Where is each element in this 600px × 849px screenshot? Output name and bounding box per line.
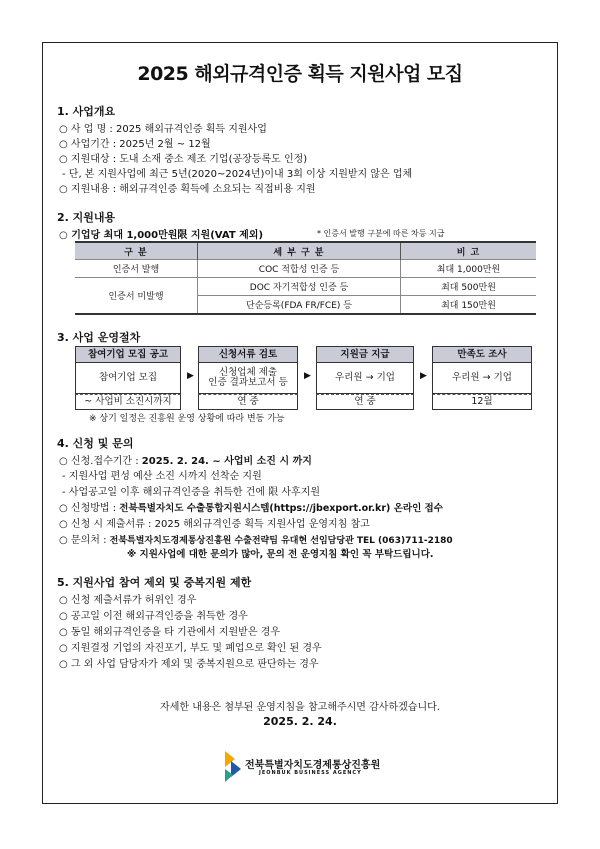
table-row [75,260,536,278]
s4-label: ○ 문의처 : [59,535,110,546]
s1-line: ○ 지원내용 : 해외규격인증 획득에 소요되는 직접비용 지원 [59,184,316,195]
step-body [432,363,532,394]
arrow-right-icon: ▶ [304,371,311,381]
s4-notice: ※ 지원사업에 대한 문의가 많아, 문의 전 운영지침 확인 꼭 부탁드립니다. [127,549,434,560]
s5-line: ○ 공고일 이전 해외규격인증을 취득한 경우 [59,611,248,622]
step-body-text: 신청업체 제출 [218,367,278,378]
s4-line: - 지원사업 편성 예산 소진 시까지 선착순 지원 [62,471,262,482]
table-cell: 최대 150만원 [401,296,537,315]
s4-line [59,452,312,467]
page-title: 2025 해외규격인증 획득 지원사업 모집 [137,63,463,85]
s5-line: ○ 동일 해외규격인증을 타 기관에서 지원받은 경우 [59,627,280,638]
step-period: 연 중 [316,394,414,410]
s4-value: 2025. 2. 24. ~ 사업비 소진 시 까지 [141,456,312,467]
table-row [75,278,536,296]
s1-line: ○ 사 업 명 : 2025 해외규격인증 획득 지원사업 [59,124,267,135]
step-title: 만족도 조사 [432,346,532,363]
s5-line: ○ 신청 제출서류가 허위인 경우 [59,595,197,606]
process-step [198,346,298,410]
table-cell: 인증서 발행 [75,260,198,278]
closing-text: 자세한 내용은 첨부된 운영지침을 참고해주시면 감사하겠습니다. [160,702,440,713]
section-3-heading: 3. 사업 운영절차 [57,331,141,344]
agency-subtitle: JEONBUK BUSINESS AGENCY [259,770,362,776]
s2-note: * 인증서 발행 구분에 따른 차등 지급 [317,229,445,238]
support-table [75,241,536,315]
arrow-right-icon: ▶ [187,371,194,381]
process-step [75,346,181,410]
s4-label: ○ 신청방법 : [59,503,120,514]
table-cell: 최대 1,000만원 [401,260,537,278]
notice-frame [42,42,558,804]
table-header: 비 고 [401,242,537,260]
s1-line: ○ 지원대상 : 도내 소재 중소 제조 기업(공장등록도 인정) [59,154,308,165]
s4-line: - 사업공고일 이후 해외규격인증을 취득한 건에 限 사후지원 [62,487,321,498]
table-cell: DOC 자기적합성 인증 등 [198,278,401,296]
table-header: 구 분 [75,242,198,260]
step-body-text: 참여기업 모집 [98,372,158,383]
arrow-right-icon: ▶ [420,371,427,381]
step-title: 참여기업 모집 공고 [75,346,181,363]
step-title: 신청서류 검토 [198,346,298,363]
table-cell: 단순등록(FDA FR/FCE) 등 [198,296,401,315]
s1-line: - 단, 본 지원사업에 최근 5년(2020~2024년)이내 3회 이상 지원받지 않은 업체 [62,169,413,180]
s4-value: 전북특별자치도 수출통합지원시스템(https://jbexport.or.kr) 온라인 접수 [119,503,443,514]
table-cell: 최대 500만원 [401,278,537,296]
step-body-text: 우리원 → 기업 [452,372,512,383]
step-body [75,363,181,394]
notice-date: 2025. 2. 24. [263,715,337,728]
step-period: ~ 사업비 소진시까지 [75,394,181,410]
step-title: 지원금 지급 [316,346,414,363]
section-2-heading: 2. 지원내용 [57,211,116,224]
step-body-text: 인증 결과보고서 등 [208,377,288,388]
s2-main: ○ 기업당 최대 1,000만원限 지원(VAT 제외) [59,230,264,241]
s4-line [59,531,453,546]
process-step [432,346,532,410]
s4-line: ○ 신청 시 제출서류 : 2025 해외규격인증 획득 지원사업 운영지침 참고 [59,519,370,530]
s4-line [59,499,443,514]
table-cell: 인증서 미발행 [75,278,198,315]
step-body [198,363,298,394]
agency-name: 전북특별자치도경제통상진흥원 [245,760,381,771]
s5-line: ○ 그 외 사업 담당자가 제외 및 중복지원으로 판단하는 경우 [59,659,319,670]
table-cell: COC 적합성 인증 등 [198,260,401,278]
section-5-heading: 5. 지원사업 참여 제외 및 중복지원 제한 [57,576,252,589]
step-period: 12월 [432,394,532,410]
section-1-heading: 1. 사업개요 [57,105,116,118]
section-4-heading: 4. 신청 및 문의 [57,437,134,450]
table-header: 세 부 구 분 [198,242,401,260]
step-body-text: 우리원 → 기업 [335,372,395,383]
s4-label: ○ 신청.접수기간 : [59,456,142,467]
step-body [316,363,414,394]
step-period: 연 중 [198,394,298,410]
s5-line: ○ 지원결정 기업의 자진포기, 부도 및 폐업으로 확인 된 경우 [59,643,322,654]
s1-line: ○ 사업기간 : 2025년 2월 ~ 12월 [59,139,211,150]
s4-value: 전북특별자치도경제통상진흥원 수출전략팀 유대현 선임담당관 TEL (063)711-2180 [109,536,453,546]
s3-note: ※ 상기 일정은 진흥원 운영 상황에 따라 변동 가능 [89,414,285,424]
agency-logo-icon [223,749,243,783]
process-step [316,346,414,410]
